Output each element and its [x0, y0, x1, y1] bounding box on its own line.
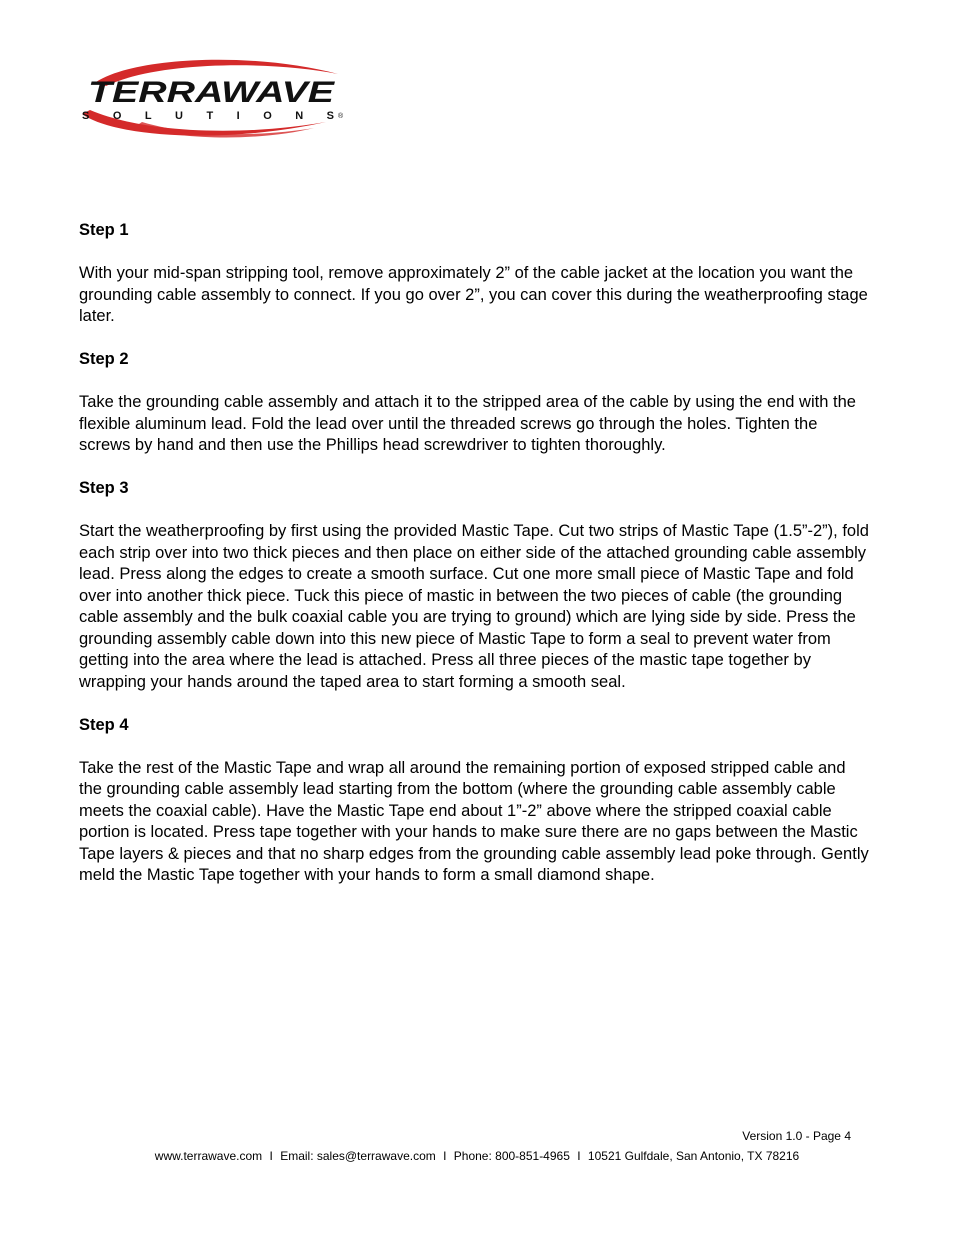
step-1-heading: Step 1 [79, 221, 129, 239]
terrawave-logo [76, 52, 348, 140]
footer-separator: I [269, 1149, 273, 1163]
step-2-heading: Step 2 [79, 350, 129, 368]
step-1-body: With your mid-span stripping tool, remove approximately 2” of the cable jacket at the location you want the grounding cable assembly to connect. If you go over 2”, you can cover this during the weatherproofing stage later. [79, 264, 868, 325]
footer-separator: I [443, 1149, 447, 1163]
step-2-body: Take the grounding cable assembly and attach it to the stripped area of the cable by using the end with the flexible aluminum lead. Fold the lead over until the threaded screws go through the holes. Tighten the screws by hand and then use the Phillips head screwdriver to tighten thoroughly. [79, 393, 856, 454]
footer-website: www.terrawave.com [154, 1149, 263, 1163]
footer-email: Email: sales@terrawave.com [280, 1149, 436, 1163]
logo-wordmark: TERRAWAVE [88, 76, 336, 109]
version-page-label: Version 1.0 - Page 4 [742, 1129, 851, 1143]
step-4-body: Take the rest of the Mastic Tape and wrap all around the remaining portion of exposed stripped cable and the grounding cable assembly lead starting from the bottom (where the grounding cable assembly cable meets the coaxial cable). Have the Mastic Tape end about 1”-2” above where the stripped coaxial cable portion is located. Press tape together with your hands to make sure there are no gaps between the Mastic Tape layers & pieces and that no sharp edges from the grounding cable assembly lead poke through. Gently meld the Mastic Tape together with your hands to form a small diamond shape. [79, 758, 869, 884]
footer-separator: I [577, 1149, 581, 1163]
step-3-body: Start the weatherproofing by first using the provided Mastic Tape. Cut two strips of Mastic Tape (1.5”-2”), fold each strip over into two thick pieces and then place on either side of the attached grounding cable assembly lead. Press along the edges to create a smooth surface. Cut one more small piece of Mastic Tape and fold over into another thick piece. Tuck this piece of mastic in between the two pieces of cable (the grounding cable assembly and the bulk coaxial cable you are trying to ground) which are lying side by side. Press the grounding assembly cable down into this new piece of Mastic Tape to form a seal to prevent water from getting into the area where the lead is attached. Press all three pieces of the mastic tape together by wrapping your hands around the taped area to start forming a smooth seal. [79, 522, 869, 691]
logo-registered-mark: ® [338, 113, 344, 120]
logo-subtitle: SOLUTIONS [82, 110, 334, 122]
footer-address: 10521 Gulfdale, San Antonio, TX 78216 [587, 1149, 800, 1163]
step-3-heading: Step 3 [79, 479, 129, 497]
footer-phone: Phone: 800-851-4965 [453, 1149, 570, 1163]
step-4-heading: Step 4 [79, 715, 129, 734]
page-footer [0, 1148, 954, 1164]
instructions [79, 220, 869, 908]
